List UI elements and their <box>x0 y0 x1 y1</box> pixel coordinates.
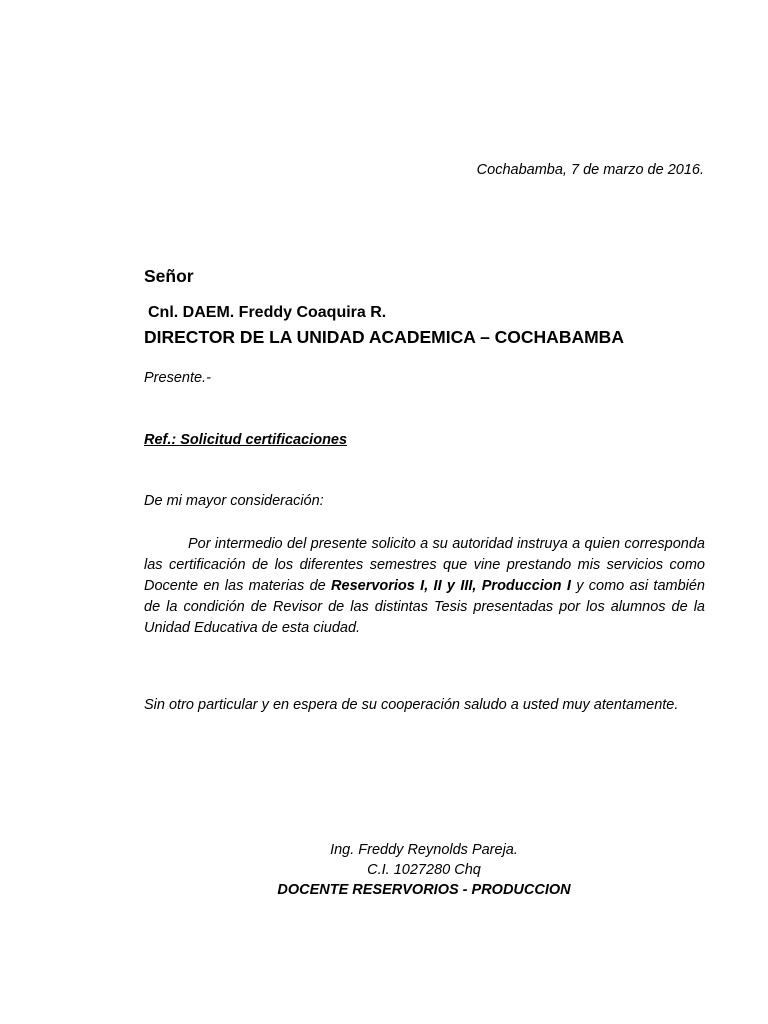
body-part-1: Por intermedio del presente solicito a su autoridad instruya a quien corresponda las certificación de los diferentes semestres que vine prestando mis servicios como Docente en las materias de <box>144 536 705 594</box>
recipient-title: DIRECTOR DE LA UNIDAD ACADEMICA – COCHABAMBA <box>144 327 624 347</box>
signature-role: DOCENTE RESERVORIOS - PRODUCCION <box>277 882 571 898</box>
letter-date: Cochabamba, 7 de marzo de 2016. <box>476 162 704 178</box>
signature-id: C.I. 1027280 Chq <box>367 862 481 878</box>
presente-line: Presente.- <box>144 370 211 386</box>
closing-line: Sin otro particular y en espera de su cooperación saludo a usted muy atentamente. <box>144 697 679 713</box>
body-subjects: Reservorios I, II y III, Produccion I <box>331 578 571 594</box>
signature-name: Ing. Freddy Reynolds Pareja. <box>330 842 518 858</box>
reference-line: Ref.: Solicitud certificaciones <box>144 432 348 448</box>
salutation: Señor <box>144 266 194 286</box>
body-part-2: y como asi también de la condición de Revisor de las distintas Tesis presentadas por los alumnos de la Unidad Educativa de esta ciudad. <box>144 578 705 636</box>
recipient-name: Cnl. DAEM. Freddy Coaquira R. <box>148 304 387 321</box>
letter-body <box>144 534 705 639</box>
greeting-line: De mi mayor consideración: <box>144 493 324 509</box>
